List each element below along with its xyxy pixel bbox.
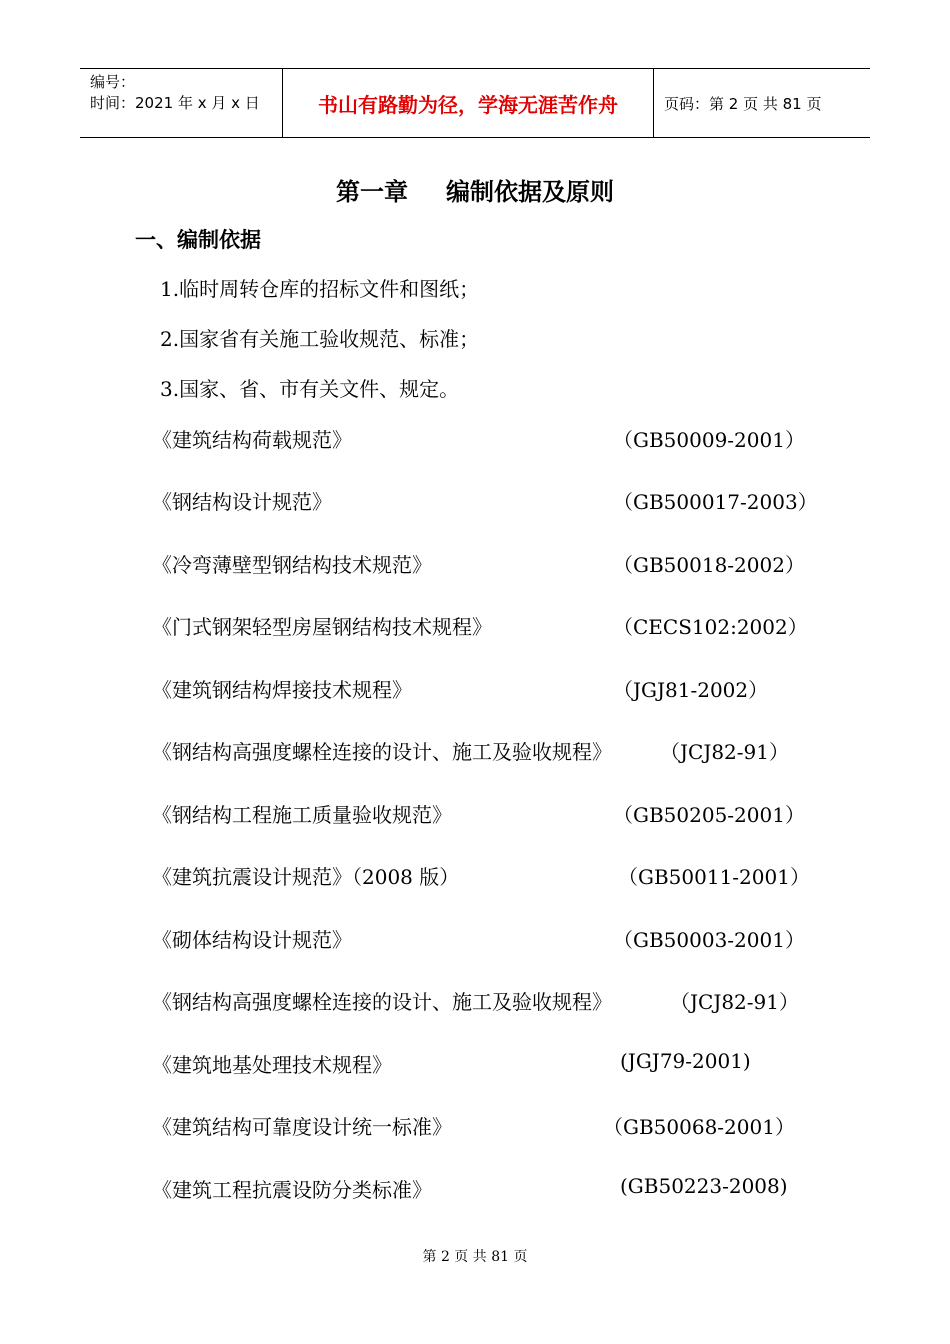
standard-name: 《钢结构高强度螺栓连接的设计、施工及验收规程》 <box>152 990 612 1014</box>
standard-name: 《砌体结构设计规范》 <box>152 928 352 952</box>
standard-code: （GB50205-2001） <box>613 803 805 827</box>
page-footer: 第 2 页 共 81 页 <box>422 1249 528 1265</box>
standard-name: 《建筑工程抗震设防分类标准》 <box>152 1178 432 1202</box>
chapter-title: 编制依据及原则 <box>446 178 614 206</box>
standard-name: 《建筑抗震设计规范》（2008 版） <box>152 865 460 889</box>
standard-code: （GB50011-2001） <box>618 865 810 889</box>
list-item: 3.国家、省、市有关文件、规定。 <box>160 377 460 401</box>
standard-code: （GB500017-2003） <box>613 490 818 514</box>
standard-code: （JGJ81-2002） <box>613 678 769 702</box>
standard-name: 《冷弯薄壁型钢结构技术规范》 <box>152 553 432 577</box>
chapter-heading <box>0 172 950 207</box>
list-item: 2.国家省有关施工验收规范、标准； <box>160 327 480 351</box>
list-item: 1.临时周转仓库的招标文件和图纸； <box>160 277 480 301</box>
standard-name: 《钢结构设计规范》 <box>152 490 332 514</box>
standard-name: 《建筑地基处理技术规程》 <box>152 1053 392 1077</box>
standard-code: （JCJ82-91） <box>660 740 789 764</box>
standard-name: 《钢结构高强度螺栓连接的设计、施工及验收规程》 <box>152 740 612 764</box>
header-left-cell <box>80 69 282 137</box>
standard-name: 《建筑结构可靠度设计统一标准》 <box>152 1115 452 1139</box>
section-heading: 一、编制依据 <box>135 228 261 252</box>
standard-name: 《钢结构工程施工质量验收规范》 <box>152 803 452 827</box>
header-page-info: 页码：第 2 页 共 81 页 <box>664 94 822 113</box>
document-number-label: 编号： <box>90 73 136 91</box>
standard-code: （GB50018-2002） <box>613 553 805 577</box>
document-time: 时间：2021 年 x 月 x 日 <box>90 94 260 112</box>
standard-code: （CECS102:2002） <box>613 615 808 639</box>
standard-name: 《门式钢架轻型房屋钢结构技术规程》 <box>152 615 492 639</box>
chapter-number: 第一章 <box>336 178 408 206</box>
standard-code: （GB50068-2001） <box>603 1115 795 1139</box>
standard-code: （GB50009-2001） <box>613 428 805 452</box>
standard-code: （JCJ82-91） <box>670 990 799 1014</box>
standard-name: 《建筑结构荷载规范》 <box>152 428 352 452</box>
standard-name: 《建筑钢结构焊接技术规程》 <box>152 678 412 702</box>
page-header <box>80 68 870 138</box>
standard-code: (GB50223-2008) <box>620 1174 788 1198</box>
standard-code: (JGJ79-2001) <box>620 1049 751 1073</box>
header-motto: 书山有路勤为径，学海无涯苦作舟 <box>282 69 654 137</box>
standard-code: （GB50003-2001） <box>613 928 805 952</box>
